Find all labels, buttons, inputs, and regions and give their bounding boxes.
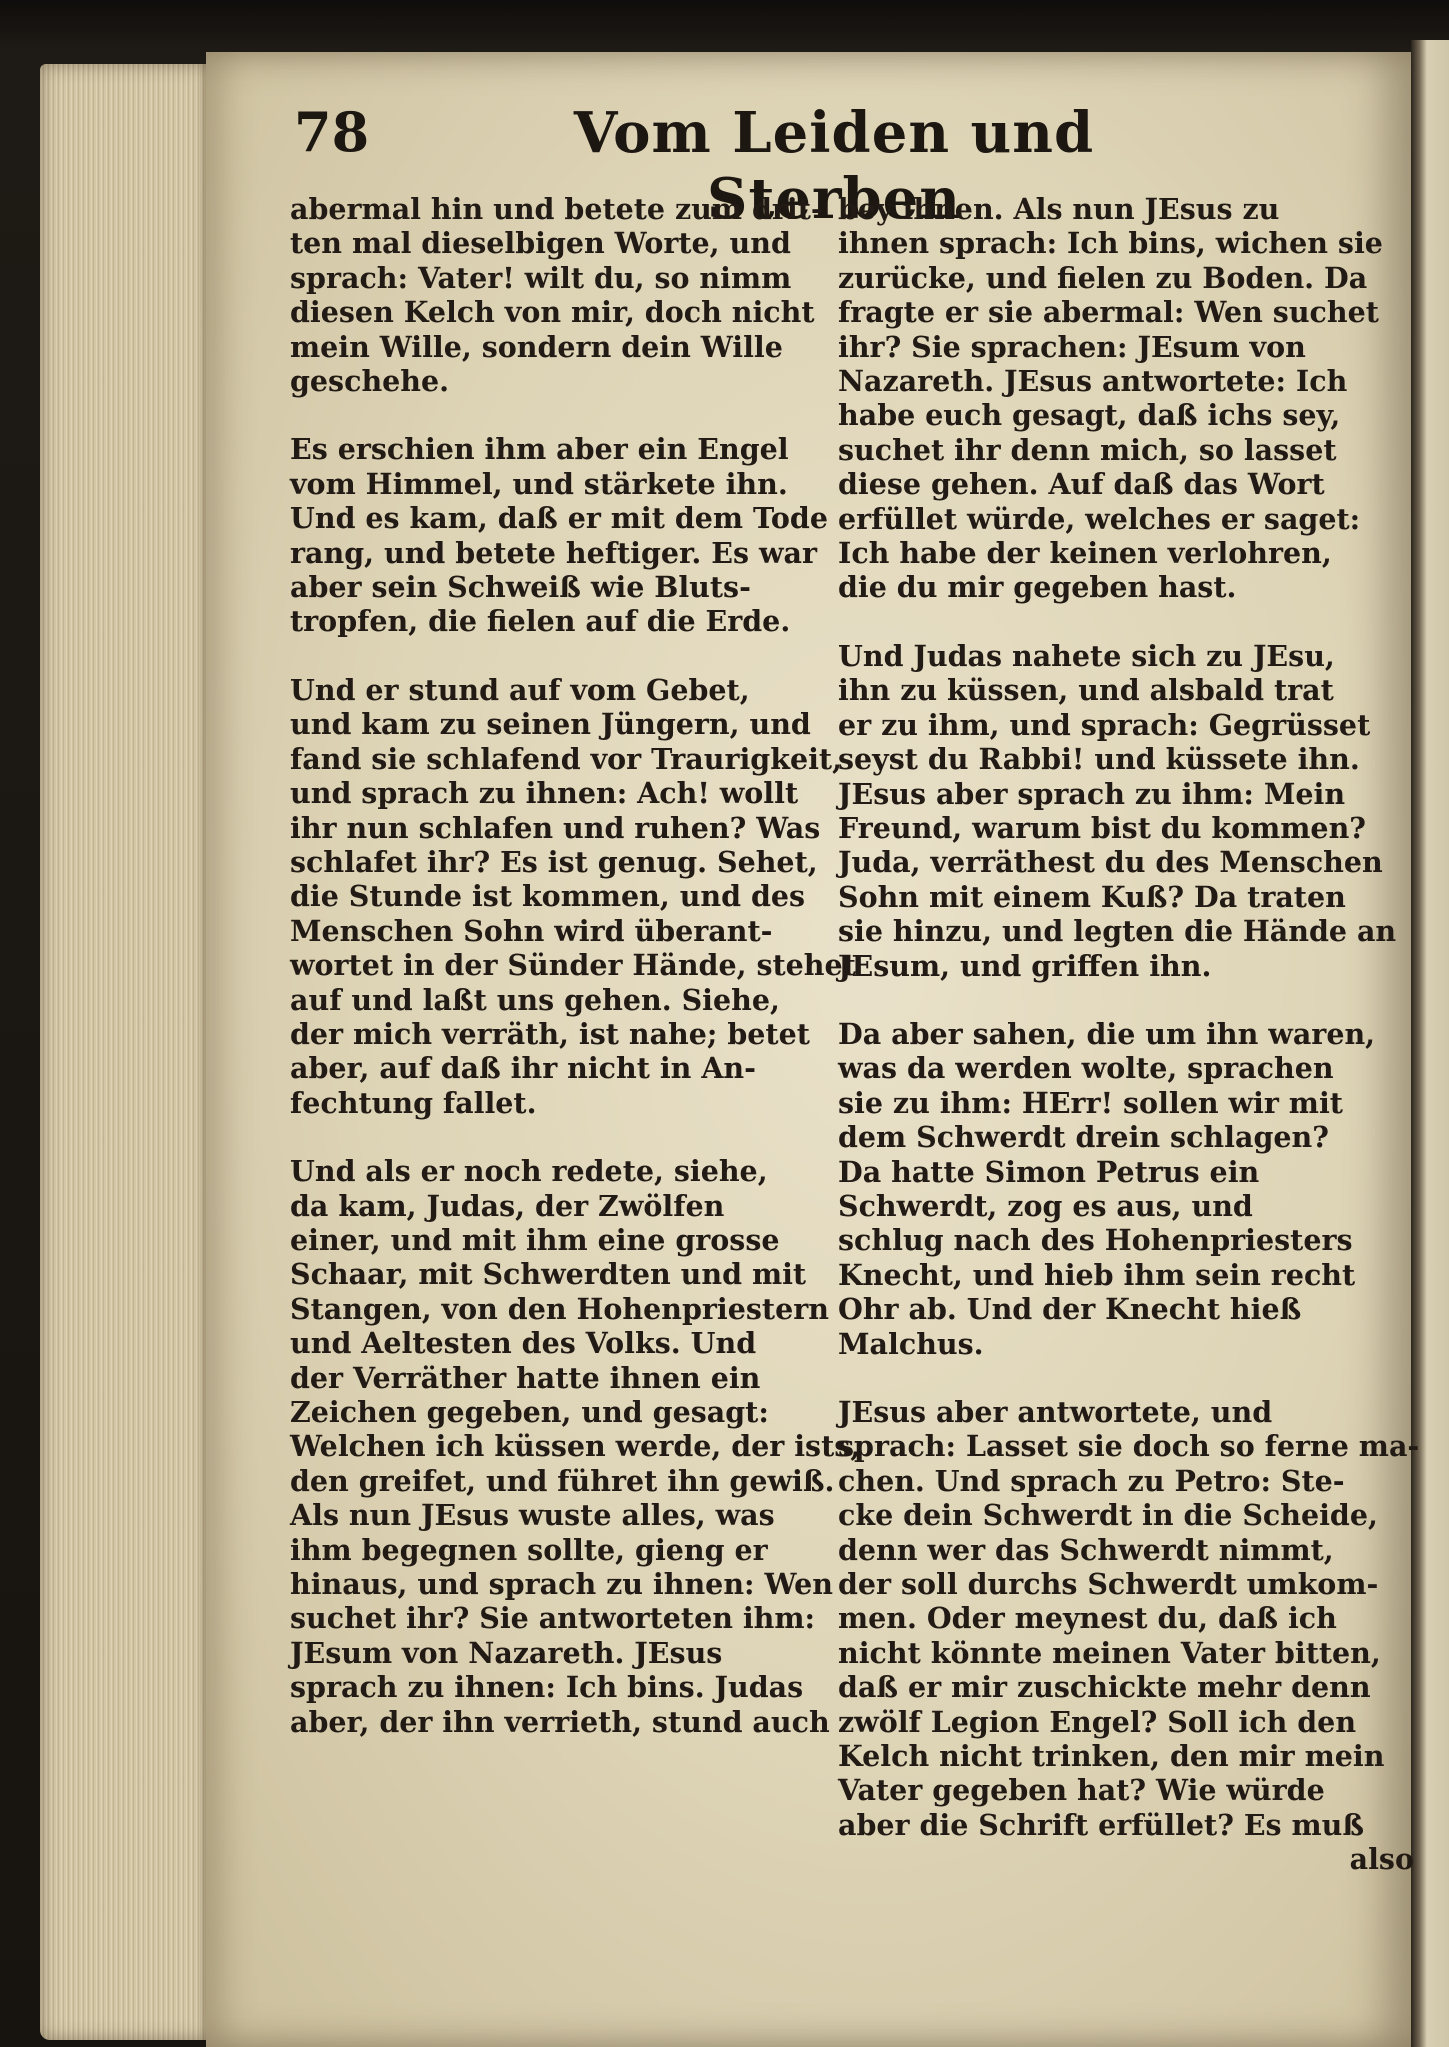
page-edges [40,64,212,2040]
text-line: tropfen, die fielen auf die Erde. [290,604,791,639]
text-line: hinaus, und sprach zu ihnen: Wen [290,1567,834,1602]
text-line: chen. Und sprach zu Petro: Ste- [838,1463,1345,1498]
text-line: fechtung fallet. [290,1085,537,1120]
text-line: JEsum, und griffen ihn. [838,948,1212,983]
text-line: Und als er noch redete, siehe, [290,1154,768,1189]
paragraph [290,432,894,638]
paragraph [838,639,1428,983]
paragraph [290,673,894,1120]
text-line: ihr nun schlafen und ruhen? Was [290,810,821,845]
text-line: Ohr ab. Und der Knecht hieß [838,1292,1302,1327]
text-line: der Verräther hatte ihnen ein [290,1360,761,1395]
text-line: JEsus aber antwortete, und [838,1395,1273,1429]
text-line: Und es kam, daß er mit dem Tode [290,501,828,536]
text-line: seyst du Rabbi! und küssete ihn. [838,742,1360,777]
text-line: JEsus aber sprach zu ihm: Mein [838,776,1346,811]
text-line: habe euch gesagt, daß ichs sey, [838,398,1341,433]
text-line: nicht könnte meinen Vater bitten, [838,1635,1381,1670]
text-line: sie hinzu, und legten die Hände an [838,914,1397,949]
text-line: Kelch nicht trinken, den mir mein [838,1739,1385,1774]
text-line: suchet ihr denn mich, so lasset [838,432,1337,467]
text-line: und Aeltesten des Volks. Und [290,1326,757,1361]
text-line: ten mal dieselbigen Worte, und [290,226,791,261]
text-line: ihm begegnen sollte, gieng er [290,1532,768,1567]
catchword: also [1349,1842,1414,1877]
text-line: da kam, Judas, der Zwölfen [290,1188,725,1223]
text-line: schlug nach des Hohenpriesters [838,1223,1353,1258]
paragraph [290,1154,894,1739]
text-line: die Stunde ist kommen, und des [290,879,806,914]
text-line: bey ihnen. Als nun JEsus zu [838,192,1280,226]
text-line: Als nun JEsus wuste alles, was [290,1498,775,1533]
text-line: aber, auf daß ihr nicht in An- [290,1051,756,1086]
text-line: ihr? Sie sprachen: JEsum von [838,329,1306,364]
text-line: der mich verräth, ist nahe; betet [290,1016,810,1051]
text-line: rang, und betete heftiger. Es war [290,535,817,570]
right-column [838,192,1428,1877]
text-line: den greifet, und führet ihn gewiß. [290,1463,835,1498]
left-column [290,192,894,1773]
paragraph [838,192,1428,605]
text-line: fand sie schlafend vor Traurigkeit, [290,741,843,776]
text-line: aber sein Schweiß wie Bluts- [290,570,751,605]
text-line: aber, der ihn verrieth, stund auch [290,1704,830,1739]
text-line: geschehe. [290,364,450,399]
text-line: men. Oder meynest du, daß ich [838,1601,1337,1636]
text-line: dem Schwerdt drein schlagen? [838,1120,1329,1155]
text-line: sprach: Vater! wilt du, so nimm [290,260,792,295]
text-line: Da hatte Simon Petrus ein [838,1154,1260,1189]
text-line: sprach: Lasset sie doch so ferne ma- [838,1429,1420,1464]
text-line: Nazareth. JEsus antwortete: Ich [838,364,1348,399]
text-line: einer, und mit ihm eine grosse [290,1222,780,1257]
text-line: vom Himmel, und stärkete ihn. [290,466,788,501]
paragraph [838,1395,1428,1842]
text-line: Ich habe der keinen verlohren, [838,536,1332,571]
text-line: Zeichen gegeben, und gesagt: [290,1395,769,1429]
text-line: zurücke, und fielen zu Boden. Da [838,260,1368,295]
text-line: abermal hin und betete zum drit- [290,192,823,226]
text-line: der soll durchs Schwerdt umkom- [838,1567,1379,1602]
text-line: Sohn mit einem Kuß? Da traten [838,879,1346,914]
text-line: Menschen Sohn wird überant- [290,913,773,948]
text-line: daß er mir zuschickte mehr denn [838,1670,1371,1705]
text-line: aber die Schrift erfüllet? Es muß [838,1807,1365,1842]
text-line: ihnen sprach: Ich bins, wichen sie [838,226,1383,261]
text-line: Schaar, mit Schwerdten und mit [290,1257,807,1292]
text-line: Und er stund auf vom Gebet, [290,672,750,707]
text-line: sie zu ihm: HErr! sollen wir mit [838,1085,1343,1120]
text-line: die du mir gegeben hast. [838,570,1237,605]
text-line: Freund, warum bist du kommen? [838,810,1366,845]
text-line: diesen Kelch von mir, doch nicht [290,295,815,330]
text-line: JEsum von Nazareth. JEsus [290,1635,723,1670]
text-line: Da aber sahen, die um ihn waren, [838,1016,1376,1051]
text-line: ihn zu küssen, und alsbald trat [838,673,1334,708]
text-line: auf und laßt uns gehen. Siehe, [290,982,780,1017]
paragraph [838,1017,1428,1361]
text-line: er zu ihm, und sprach: Gegrüsset [838,707,1371,742]
text-line: und sprach zu ihnen: Ach! wollt [290,776,799,811]
text-line: Knecht, und hieb ihm sein recht [838,1257,1356,1292]
text-line: zwölf Legion Engel? Soll ich den [838,1704,1357,1739]
text-line: Stangen, von den Hohenpriestern [290,1291,829,1326]
text-line: wortet in der Sünder Hände, stehet [290,948,856,983]
paragraph [290,192,894,398]
text-line: denn wer das Schwerdt nimmt, [838,1532,1334,1567]
page-number: 78 [294,100,370,164]
text-line: sprach zu ihnen: Ich bins. Judas [290,1670,804,1705]
text-line: Welchen ich küssen werde, der ists, [290,1429,861,1464]
text-line: Schwerdt, zog es aus, und [838,1188,1253,1223]
text-line: cke dein Schwerdt in die Scheide, [838,1498,1378,1533]
text-line: Malchus. [838,1326,984,1361]
text-line: was da werden wolte, sprachen [838,1051,1334,1086]
text-line: Es erschien ihm aber ein Engel [290,432,789,467]
text-line: Vater gegeben hat? Wie würde [838,1773,1325,1808]
text-line: diese gehen. Auf daß das Wort [838,467,1325,502]
book-page [206,52,1420,2047]
text-line: schlafet ihr? Es ist genug. Sehet, [290,844,818,879]
text-line: mein Wille, sondern dein Wille [290,329,783,364]
text-line: und kam zu seinen Jüngern, und [290,707,811,742]
text-line: Und Judas nahete sich zu JEsu, [838,638,1335,673]
text-line: erfüllet würde, welches er saget: [838,501,1361,536]
text-line: fragte er sie abermal: Wen suchet [838,295,1379,330]
text-line: suchet ihr? Sie antworteten ihm: [290,1601,816,1636]
text-line: Juda, verräthest du des Menschen [838,845,1383,880]
running-head: Vom Leiden und Sterben [573,100,1095,232]
